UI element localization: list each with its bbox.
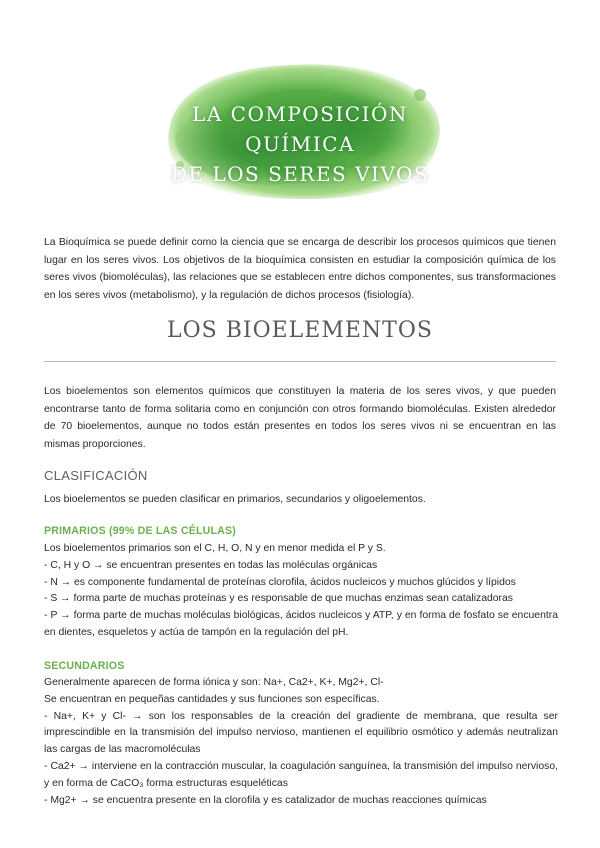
list-item: Se encuentran en pequeñas cantidades y sus funciones son específicas. (44, 693, 380, 705)
secundarios-heading: SECUNDARIOS (44, 660, 125, 672)
clasificacion-heading: CLASIFICACIÓN (44, 468, 148, 483)
section-title: LOS BIOELEMENTOS (167, 318, 433, 343)
page-title-line1: LA COMPOSICIÓN QUÍMICA (192, 102, 408, 156)
secundarios-list (44, 675, 558, 809)
page-title (150, 99, 450, 189)
list-item: - Ca2+ → interviene en la contracción muscular, la coagulación sanguínea, la transmisión del impulso nervioso, y en forma de CaCO₃ forma estructuras esqueléticas (44, 760, 558, 789)
clasificacion-text: Los bioelementos se pueden clasificar en primarios, secundarios y oligoelementos. (44, 494, 426, 505)
page-title-line2: DE LOS SERES VIVOS (170, 162, 430, 186)
list-item: - P → forma parte de muchas moléculas biológicas, ácidos nucleicos y ATP, y en forma de fosfato se encuentra en dientes, esqueletos y actúa de tampón en la regulación del pH. (44, 610, 558, 638)
list-item: - Na+, K+ y Cl- → son los responsables de la creación del gradiente de membrana, que resulta ser imprescindible en la transmisión del impulso nervioso, mantienen el equilibrio osmótico y además neutralizan las cargas de las macromoléculas (44, 710, 558, 756)
list-item: Los bioelementos primarios son el C, H, O, N y en menor medida el P y S. (44, 543, 386, 554)
list-item: - C, H y O → se encuentran presentes en todas las moléculas orgánicas (44, 559, 378, 571)
watercolor-banner (150, 55, 450, 205)
divider (44, 361, 556, 362)
primarios-heading: PRIMARIOS (99% DE LAS CÉLULAS) (44, 525, 236, 537)
list-item: - S → forma parte de muchas proteínas y es responsable de que muchas enzimas sean catalizadoras (44, 593, 513, 605)
bioelementos-paragraph: Los bioelementos son elementos químicos que constituyen la materia de los seres vivos, y que pueden encontrarse tanto de forma solitaria como en conjunción con otros formando biomoléculas. Existen alrededor de 70 bioelementos, aunque no todos están presentes en todos los seres vivos ni se encuentran en las mismas proporciones. (44, 386, 556, 450)
list-item: - Mg2+ → se encuentra presente en la clorofila y es catalizador de muchas reacciones químicas (44, 794, 487, 806)
intro-paragraph: La Bioquímica se puede definir como la ciencia que se encarga de describir los procesos químicos que tienen lugar en los seres vivos. Los objetivos de la bioquímica consisten en estudiar la composición química de los seres vivos (biomoléculas), las relaciones que se establecen entre dichos componentes, sus transformaciones en los seres vivos (metabolismo), y la regulación de dichos procesos (fisiología). (44, 237, 556, 301)
primarios-list (44, 541, 558, 642)
list-item: Generalmente aparecen de forma iónica y son: Na+, Ca2+, K+, Mg2+, Cl- (44, 677, 384, 688)
list-item: - N → es componente fundamental de proteínas clorofila, ácidos nucleicos y muchos glúcidos y lípidos (44, 576, 516, 588)
